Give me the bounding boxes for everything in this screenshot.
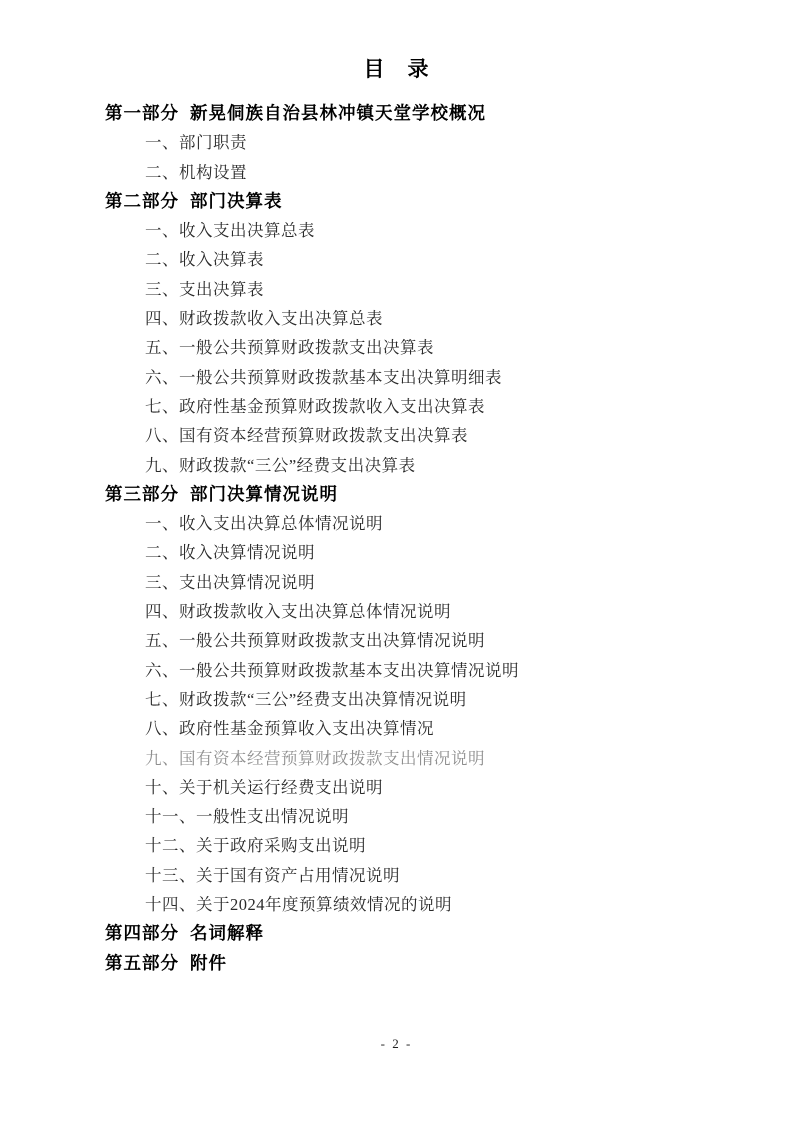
page-number: - 2 -	[380, 1036, 413, 1051]
toc-item: 十一、一般性支出情况说明	[145, 807, 349, 827]
toc-item: 七、财政拨款“三公”经费支出决算情况说明	[145, 689, 467, 709]
toc-item: 一、部门职责	[145, 133, 247, 153]
section-label: 第一部分	[105, 103, 179, 123]
section-title: 附件	[190, 952, 227, 973]
toc-item: 九、财政拨款“三公”经费支出决算表	[145, 455, 416, 475]
toc-section-2	[105, 187, 763, 216]
section-label: 第三部分	[105, 483, 179, 504]
section-title: 部门决算情况说明	[190, 483, 338, 504]
toc-item: 九、国有资本经营预算财政拨款支出情况说明	[145, 748, 485, 768]
toc-section-1	[105, 99, 763, 128]
toc-item: 四、财政拨款收入支出决算总表	[145, 309, 383, 329]
section-title: 新晃侗族自治县林冲镇天堂学校概况	[190, 103, 486, 123]
toc-item: 六、一般公共预算财政拨款基本支出决算情况说明	[145, 660, 519, 680]
toc-item: 十二、关于政府采购支出说明	[145, 836, 366, 856]
toc-item: 五、一般公共预算财政拨款支出决算情况说明	[145, 631, 485, 651]
toc-item: 七、政府性基金预算财政拨款收入支出决算表	[145, 396, 485, 416]
toc-item: 二、机构设置	[145, 162, 247, 182]
toc-item: 十、关于机关运行经费支出说明	[145, 777, 383, 797]
toc-item: 三、支出决算表	[145, 279, 264, 299]
toc-item: 一、收入支出决算总表	[145, 221, 315, 241]
toc-section-3	[105, 480, 763, 509]
toc-item: 六、一般公共预算财政拨款基本支出决算明细表	[145, 367, 502, 387]
toc-item: 二、收入决算表	[145, 250, 264, 270]
toc-item: 八、国有资本经营预算财政拨款支出决算表	[145, 426, 468, 446]
toc-item: 一、收入支出决算总体情况说明	[145, 514, 383, 534]
toc-item: 三、支出决算情况说明	[145, 572, 315, 592]
section-label: 第五部分	[105, 952, 179, 973]
toc-item: 八、政府性基金预算收入支出决算情况	[145, 719, 434, 739]
toc-section-5	[105, 949, 763, 978]
toc-list	[0, 99, 793, 978]
section-title: 部门决算表	[190, 190, 283, 211]
toc-item: 二、收入决算情况说明	[145, 543, 315, 563]
toc-item: 十三、关于国有资产占用情况说明	[145, 865, 400, 885]
section-label: 第四部分	[105, 923, 179, 944]
toc-item: 四、财政拨款收入支出决算总体情况说明	[145, 602, 451, 622]
page-title: 目 录	[363, 58, 430, 81]
section-title: 名词解释	[190, 923, 264, 944]
toc-item: 十四、关于2024年度预算绩效情况的说明	[145, 895, 452, 915]
toc-section-4	[105, 919, 763, 948]
toc-item: 五、一般公共预算财政拨款支出决算表	[145, 338, 434, 358]
section-label: 第二部分	[105, 190, 179, 211]
